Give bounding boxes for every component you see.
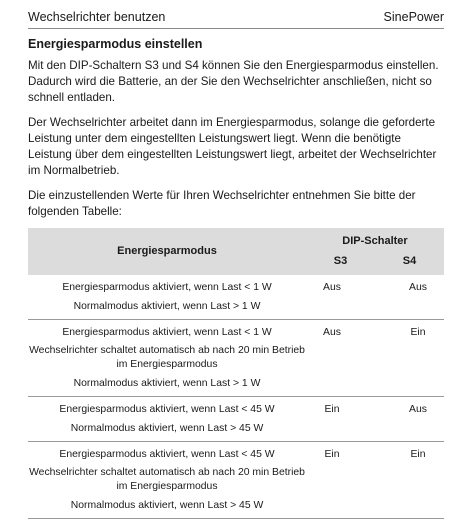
mode-line: Normalmodus aktiviert, wenn Last > 1 W [73, 301, 261, 312]
mode-line: Energiesparmodus aktiviert, wenn Last < 45 W [59, 404, 275, 415]
dip-switch-table [28, 228, 444, 519]
row-mode-cell [28, 275, 306, 320]
row-mode-cell [28, 397, 306, 442]
s3-value: Ein [306, 442, 375, 519]
main-content [28, 36, 444, 519]
mode-line: Normalmodus aktiviert, wenn Last > 1 W [73, 378, 261, 389]
s3-value: Aus [306, 320, 375, 397]
mode-line: Energiesparmodus aktiviert, wenn Last < 1 W [62, 327, 272, 338]
mode-line: Wechselrichter schaltet automatisch ab nach 20 min Betrieb im Energiesparmodus [29, 345, 305, 370]
s4-value: Aus [375, 275, 444, 320]
table-row [28, 275, 444, 320]
mode-line: Wechselrichter schaltet automatisch ab nach 20 min Betrieb im Energiesparmodus [29, 467, 305, 492]
column-header-s3: S3 [306, 251, 375, 275]
header-product-name: SinePower [383, 10, 444, 24]
paragraph-intro: Mit den DIP-Schaltern S3 und S4 können Sie den Energiesparmodus einstellen. Dadurch wird die Batterie, an der Sie den Wechselrichter anschließen, nicht so schnell entladen. [28, 59, 439, 104]
table-row [28, 442, 444, 519]
s3-value: Aus [306, 275, 375, 320]
header-section-title: Wechselrichter benutzen [28, 10, 166, 24]
paragraph-mode-explanation: Der Wechselrichter arbeitet dann im Energiesparmodus, solange die geforderte Leistung unter dem eingestellten Leistungswert liegt. Wenn die benötigte Leistung über dem eingestellten Leistungswert liegt, arbeitet der Wechselrichter im Normalbetrieb. [28, 116, 437, 177]
row-mode-cell [28, 442, 306, 519]
table-row [28, 397, 444, 442]
mode-line: Energiesparmodus aktiviert, wenn Last < 45 W [59, 449, 275, 460]
row-mode-cell [28, 320, 306, 397]
mode-line: Energiesparmodus aktiviert, wenn Last < 1 W [62, 282, 272, 293]
table-row [28, 320, 444, 397]
section-title: Energiesparmodus einstellen [28, 37, 203, 51]
mode-line: Normalmodus aktiviert, wenn Last > 45 W [70, 423, 264, 434]
column-header-mode: Energiesparmodus [28, 228, 306, 275]
s4-value: Aus [375, 397, 444, 442]
page-header [28, 8, 444, 29]
s4-value: Ein [375, 442, 444, 519]
mode-line: Normalmodus aktiviert, wenn Last > 45 W [70, 500, 264, 511]
column-header-dip-switch: DIP-Schalter [306, 228, 444, 251]
s4-value: Ein [375, 320, 444, 397]
column-header-s4: S4 [375, 251, 444, 275]
paragraph-table-intro: Die einzustellenden Werte für Ihren Wechselrichter entnehmen Sie bitte der folgenden Tabelle: [28, 189, 416, 218]
s3-value: Ein [306, 397, 375, 442]
